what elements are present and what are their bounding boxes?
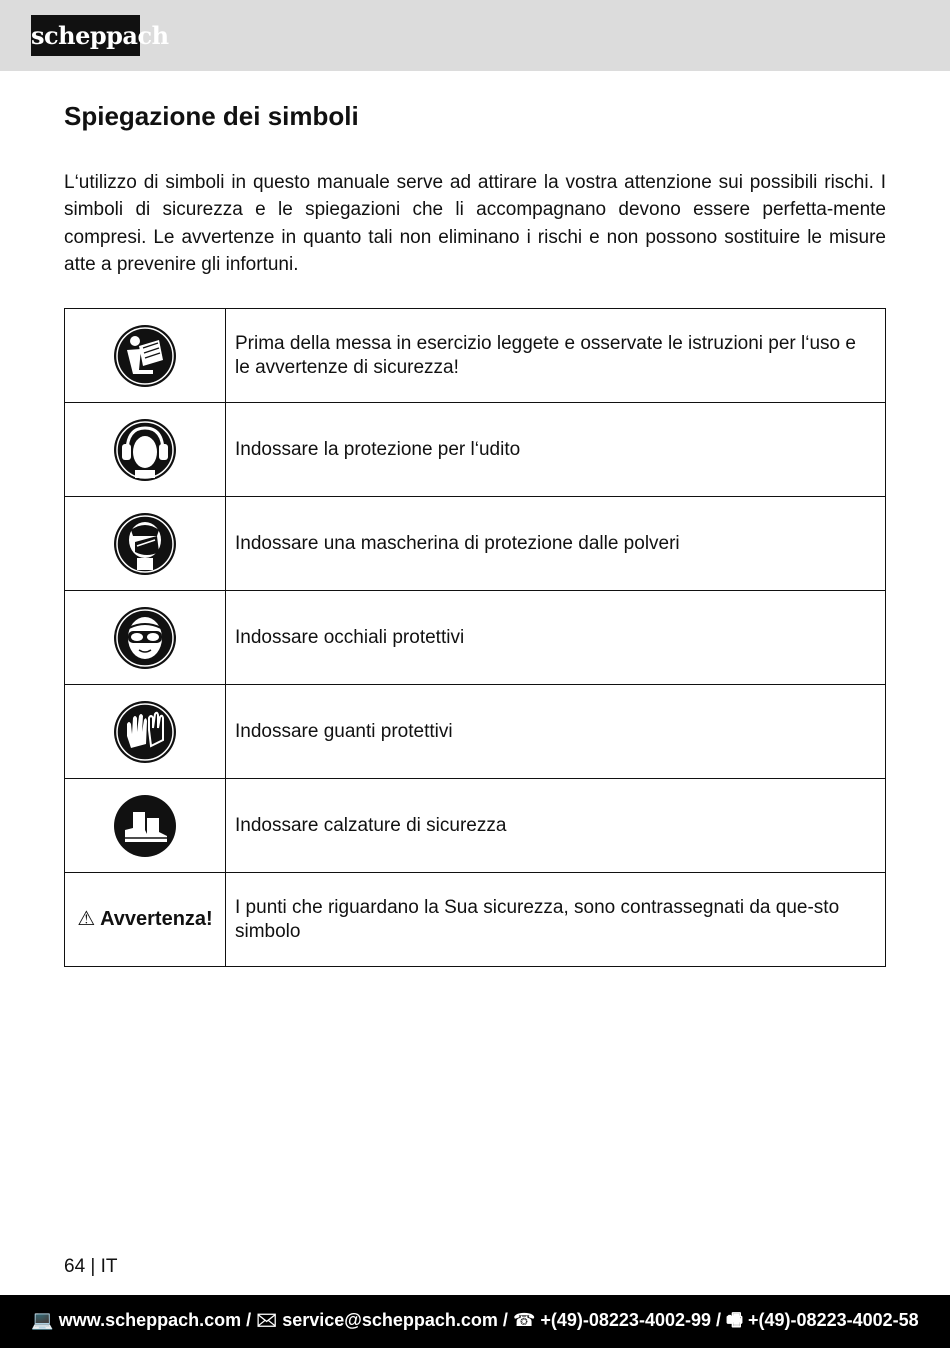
row-text: Indossare calzature di sicurezza xyxy=(226,779,886,873)
table-row xyxy=(65,497,886,591)
fax-number: +(49)-08223-4002-58 xyxy=(748,1310,919,1330)
safety-boots-icon xyxy=(113,794,177,858)
mail-icon: 🖂 xyxy=(256,1310,278,1330)
icon-cell xyxy=(65,497,226,591)
table-row xyxy=(65,591,886,685)
scheppach-logo[interactable]: scheppach xyxy=(31,15,140,56)
icon-cell xyxy=(65,779,226,873)
page-number: 64 | IT xyxy=(64,1256,118,1277)
intro-paragraph: L‘utilizzo di simboli in questo manuale serve ad attirare la vostra attenzione sui possibili rischi. I simboli di sicurezza e le spiegazioni che li accompagnano devono essere perfetta-mente compresi. Le avvertenze in quanto tali non eliminano i rischi e non possono sostituire le misure atte a prevenire gli infortuni. xyxy=(64,172,886,276)
row-text: Prima della messa in esercizio leggete e osservate le istruzioni per l‘uso e le avvertenze di sicurezza! xyxy=(226,309,886,403)
symbols-table xyxy=(64,308,886,967)
page-header xyxy=(0,0,950,71)
icon-cell xyxy=(65,873,226,967)
table-row xyxy=(65,779,886,873)
table-row xyxy=(65,685,886,779)
website-link[interactable]: www.scheppach.com xyxy=(58,1310,242,1330)
row-text: Indossare una mascherina di protezione dalle polveri xyxy=(226,497,886,591)
warning-label: ⚠ Avvertenza! xyxy=(77,908,213,930)
email-link[interactable]: service@scheppach.com xyxy=(282,1310,498,1330)
phone-icon: ☎ xyxy=(512,1310,536,1330)
page-title: Spiegazione dei simboli xyxy=(64,101,359,131)
row-text: Indossare occhiali protettivi xyxy=(226,591,886,685)
page-footer: 💻 www.scheppach.com / 🖂 service@scheppach.com / ☎ +(49)-08223-4002-99 / 🖷 +(49)-08223-4002-58 xyxy=(0,1295,950,1348)
ear-protection-icon xyxy=(113,418,177,482)
row-text: I punti che riguardano la Sua sicurezza, sono contrassegnati da que-sto simbolo xyxy=(226,873,886,967)
dust-mask-icon xyxy=(113,512,177,576)
icon-cell xyxy=(65,685,226,779)
icon-cell xyxy=(65,309,226,403)
row-text: Indossare guanti protettivi xyxy=(226,685,886,779)
row-text: Indossare la protezione per l‘udito xyxy=(226,403,886,497)
protective-gloves-icon xyxy=(113,700,177,764)
icon-cell xyxy=(65,403,226,497)
safety-goggles-icon xyxy=(113,606,177,670)
table-row xyxy=(65,309,886,403)
read-manual-icon xyxy=(113,324,177,388)
icon-cell xyxy=(65,591,226,685)
warning-triangle-icon: ⚠ xyxy=(77,908,96,930)
computer-icon: 💻 xyxy=(31,1310,54,1330)
fax-icon: 🖷 xyxy=(726,1310,744,1330)
phone-number[interactable]: +(49)-08223-4002-99 xyxy=(540,1310,711,1330)
table-row xyxy=(65,403,886,497)
table-row xyxy=(65,873,886,967)
